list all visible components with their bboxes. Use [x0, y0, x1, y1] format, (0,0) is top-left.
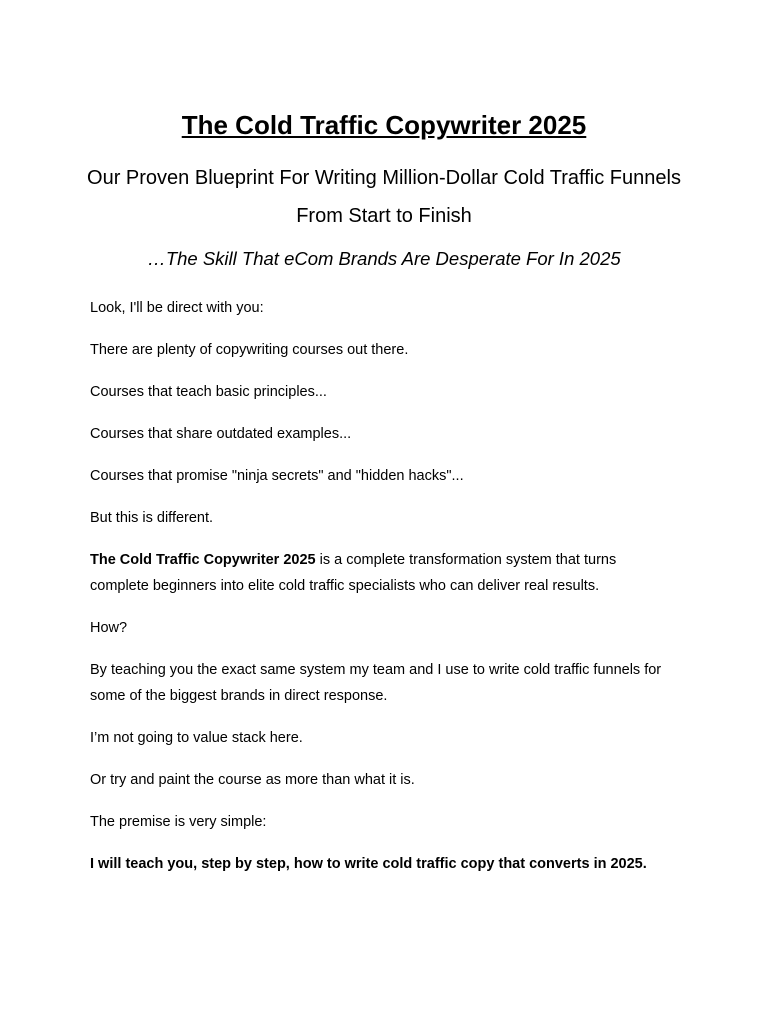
paragraph-bold-text: I will teach you, step by step, how to write cold traffic copy that converts in 2025.: [90, 856, 647, 872]
paragraph-text: I’m not going to value stack here.: [90, 730, 303, 746]
paragraph-emphasis: [90, 851, 678, 877]
paragraph: [90, 337, 678, 363]
paragraph: [90, 767, 678, 793]
document-title: The Cold Traffic Copywriter 2025: [181, 110, 587, 140]
paragraph-text: There are plenty of copywriting courses out there.: [90, 342, 409, 358]
paragraph: [90, 615, 678, 641]
paragraph: [90, 295, 678, 321]
document-body: [90, 295, 678, 877]
paragraph: [90, 421, 678, 447]
paragraph: [90, 463, 678, 489]
paragraph: [90, 809, 678, 835]
paragraph: [90, 547, 678, 599]
paragraph-text: How?: [90, 620, 128, 636]
paragraph-text: is a complete transformation system that turns complete beginners into elite cold traffic specialists who can deliver real results.: [90, 552, 617, 594]
paragraph: [90, 657, 678, 709]
paragraph-text: But this is different.: [90, 510, 214, 526]
document-tagline: …The Skill That eCom Brands Are Desperate For In 2025: [147, 248, 621, 269]
paragraph-text: The premise is very simple:: [90, 814, 267, 830]
paragraph-text: Courses that teach basic principles...: [90, 384, 327, 400]
paragraph-bold-lead: The Cold Traffic Copywriter 2025: [90, 552, 316, 568]
paragraph: [90, 725, 678, 751]
paragraph-text: By teaching you the exact same system my team and I use to write cold traffic funnels for some of the biggest brands in direct response.: [90, 662, 662, 704]
paragraph-text: Look, I'll be direct with you:: [90, 300, 264, 316]
document-subtitle: Our Proven Blueprint For Writing Million-Dollar Cold Traffic Funnels From Start to Finish: [87, 167, 681, 227]
paragraph: [90, 379, 678, 405]
paragraph-text: Courses that promise "ninja secrets" and "hidden hacks"...: [90, 468, 464, 484]
paragraph: [90, 505, 678, 531]
paragraph-text: Courses that share outdated examples...: [90, 426, 352, 442]
paragraph-text: Or try and paint the course as more than what it is.: [90, 772, 415, 788]
